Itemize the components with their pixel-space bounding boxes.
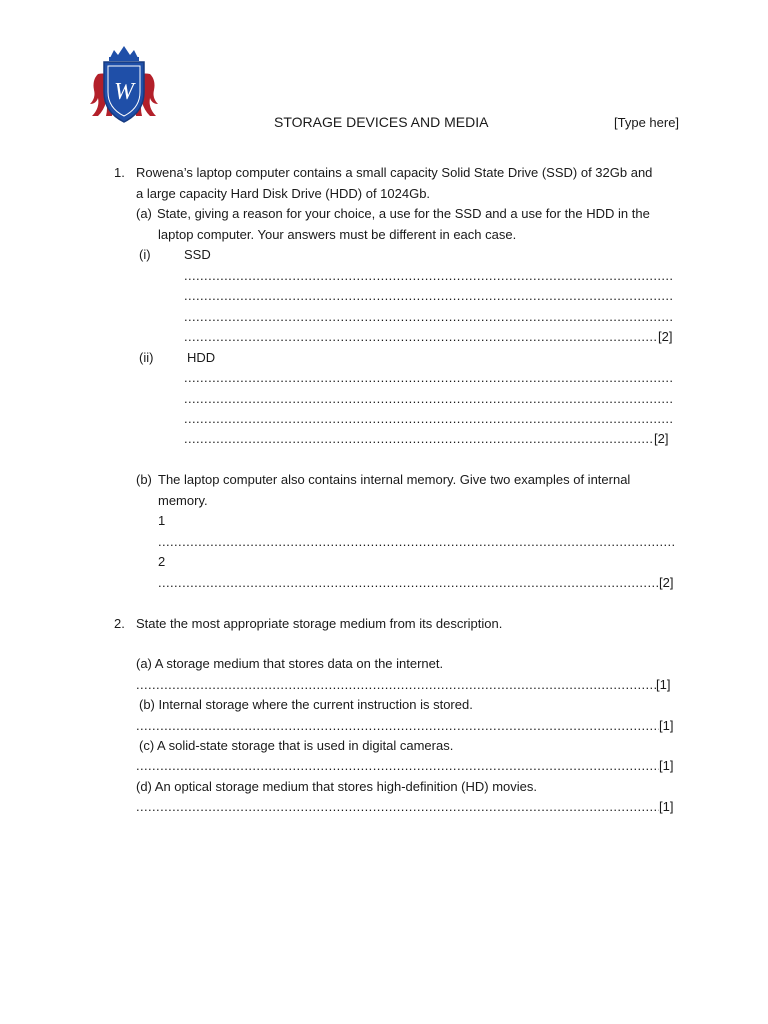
answer-line-hdd-3[interactable] — [184, 411, 672, 427]
question-1a-line-1: State, giving a reason for your choice, a use for the SSD and a use for the HDD in the — [157, 206, 650, 221]
marks-2b: [1] — [659, 718, 674, 733]
answer-line-2d[interactable] — [136, 799, 659, 815]
question-2d-text: (d) An optical storage medium that stores high-definition (HD) movies. — [136, 779, 538, 794]
question-2-number: 2. — [114, 616, 125, 631]
question-1a-label: (a) — [136, 206, 152, 221]
question-2-text: State the most appropriate storage medium from its description. — [136, 616, 503, 631]
answer-line-ssd-1[interactable] — [184, 268, 672, 284]
answer-line-memory-1[interactable] — [158, 534, 676, 550]
question-1-number: 1. — [114, 165, 125, 180]
answer-line-hdd-1[interactable] — [184, 370, 672, 386]
marks-ssd: [2] — [658, 329, 673, 344]
type-here-placeholder: [Type here] — [614, 115, 680, 130]
answer-line-2a[interactable] — [136, 677, 656, 693]
answer-line-hdd-4[interactable] — [184, 431, 654, 447]
question-2b-text: (b) Internal storage where the current instruction is stored. — [139, 697, 473, 712]
answer-line-memory-2[interactable] — [158, 575, 658, 591]
question-2a-text: (a) A storage medium that stores data on the internet. — [136, 656, 444, 671]
part-i-number: (i) — [139, 247, 151, 262]
answer-line-hdd-2[interactable] — [184, 391, 672, 407]
page-title: STORAGE DEVICES AND MEDIA — [274, 114, 489, 130]
part-i-label: SSD — [184, 247, 211, 262]
marks-2a: [1] — [656, 677, 671, 692]
question-1b-line-2: memory. — [158, 493, 208, 508]
answer-line-2c[interactable] — [136, 758, 659, 774]
question-1-line-1: Rowena’s laptop computer contains a small capacity Solid State Drive (SSD) of 32Gb and — [136, 165, 653, 180]
part-ii-number: (ii) — [139, 350, 154, 365]
crest-logo — [86, 44, 162, 130]
question-1-line-2: a large capacity Hard Disk Drive (HDD) of 1024Gb. — [136, 186, 431, 201]
question-1b-item-2: 2 — [158, 554, 166, 569]
question-1b-item-1: 1 — [158, 513, 166, 528]
answer-line-ssd-3[interactable] — [184, 309, 672, 325]
crest-letter: W — [114, 79, 134, 105]
marks-2d: [1] — [659, 799, 674, 814]
marks-2c: [1] — [659, 758, 674, 773]
answer-line-ssd-2[interactable] — [184, 288, 672, 304]
question-1a-line-2: laptop computer. Your answers must be different in each case. — [158, 227, 517, 242]
crown — [110, 46, 138, 58]
question-1b-label: (b) — [136, 472, 152, 487]
part-ii-label: HDD — [187, 350, 216, 365]
answer-line-2b[interactable] — [136, 718, 659, 734]
marks-memory: [2] — [659, 575, 674, 590]
question-1b-line-1: The laptop computer also contains internal memory. Give two examples of internal — [158, 472, 631, 487]
marks-hdd: [2] — [654, 431, 669, 446]
question-2c-text: (c) A solid-state storage that is used in digital cameras. — [139, 738, 454, 753]
answer-line-ssd-4[interactable] — [184, 329, 658, 345]
